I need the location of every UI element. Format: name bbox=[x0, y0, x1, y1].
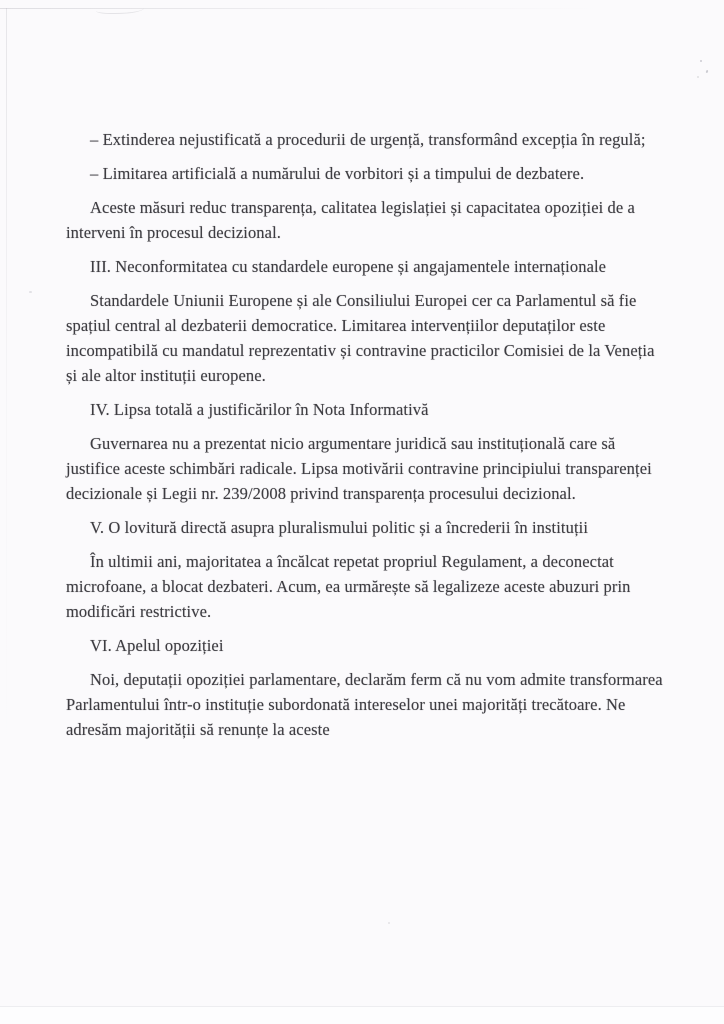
scan-edge-top bbox=[0, 8, 600, 9]
paragraph: În ultimii ani, majoritatea a încălcat repetat propriul Regulament, a deconectat microfoane, a blocat dezbateri. Acum, ea urmărește să legalizeze aceste abuzuri prin modificări restrictive. bbox=[66, 552, 631, 621]
scan-speck bbox=[697, 76, 699, 78]
scan-speck bbox=[706, 70, 709, 74]
document-body bbox=[66, 127, 664, 742]
heading: VI. Apelul opoziției bbox=[90, 636, 224, 655]
scan-corner-curl bbox=[96, 4, 144, 14]
heading: III. Neconformitatea cu standardele europene și angajamentele internaționale bbox=[90, 257, 607, 276]
scan-speck bbox=[700, 60, 702, 62]
paragraph: Aceste măsuri reduc transparența, calitatea legislației și capacitatea opoziției de a interveni în procesul decizional. bbox=[66, 198, 635, 242]
paragraph: Standardele Uniunii Europene și ale Consiliului Europei cer ca Parlamentul să fie spațiul central al dezbaterii democratice. Limitarea intervențiilor deputaților este incompatibilă cu mandatul reprezentativ și contravine practicilor Comisiei de la Veneția și ale altor instituții europene. bbox=[66, 291, 655, 385]
scan-edge-left bbox=[6, 8, 7, 1008]
paragraph: Guvernarea nu a prezentat nicio argumentare juridică sau instituțională care să justifice aceste schimbări radicale. Lipsa motivării contravine principiului transparenței decizionale și Legii nr. 239/2008 privind transparența procesului decizional. bbox=[66, 434, 652, 503]
list-item: – Extinderea nejustificată a procedurii de urgență, transformând excepția în regulă; bbox=[90, 130, 646, 149]
paragraph: Noi, deputații opoziției parlamentare, declarăm ferm că nu vom admite transformarea Parlamentului într-o instituție subordonată intereselor unei majorități trecătoare. Ne adresăm majorității să renunțe la aceste bbox=[66, 670, 663, 739]
heading: V. O lovitură directă asupra pluralismului politic și a încrederii în instituții bbox=[90, 518, 589, 537]
scan-speck bbox=[29, 291, 32, 293]
list-item: – Limitarea artificială a numărului de vorbitori și a timpului de dezbatere. bbox=[90, 164, 585, 183]
scan-edge-bottom bbox=[0, 1006, 724, 1024]
scan-speck bbox=[388, 922, 390, 924]
heading: IV. Lipsa totală a justificărilor în Nota Informativă bbox=[90, 400, 429, 419]
